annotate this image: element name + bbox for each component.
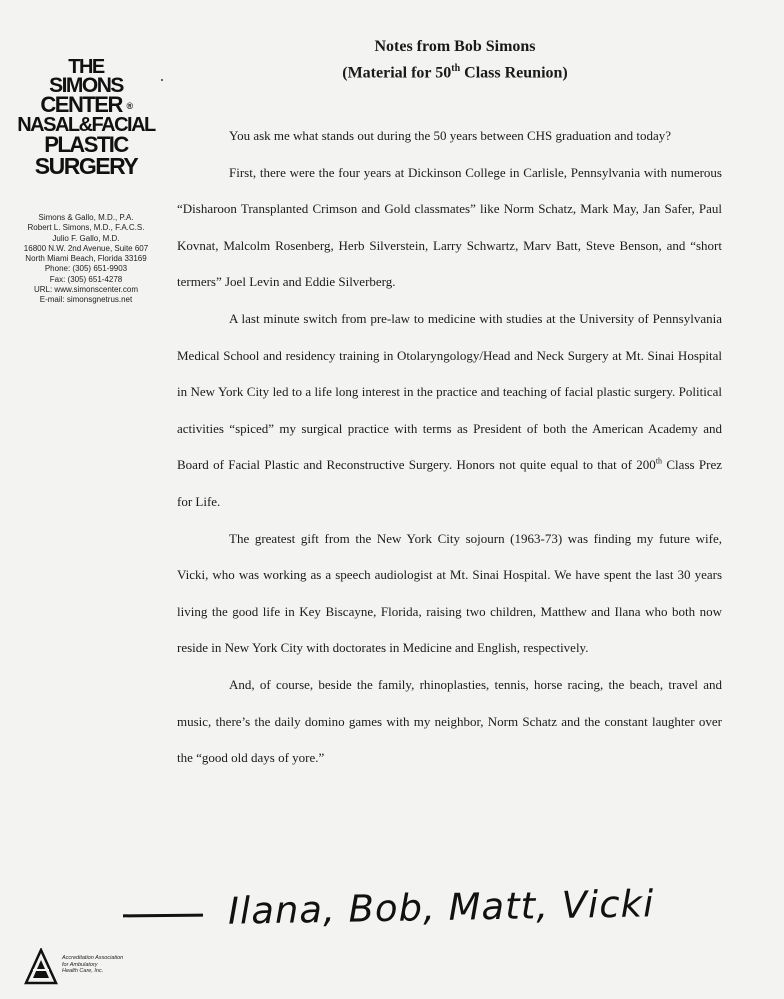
contact-line: 16800 N.W. 2nd Avenue, Suite 607 (23, 243, 149, 253)
contact-line: North Miami Beach, Florida 33169 (25, 254, 147, 264)
contact-info (8, 213, 164, 306)
accreditation-text: Accreditation Association for Ambulatory Health Care, Inc. (62, 955, 124, 974)
handwritten-signature: Ilana, Bob, Matt, Vicki (227, 882, 655, 933)
contact-line: E-mail: simonsgnetrus.net (39, 295, 133, 305)
title-line-2: (Material for 50th Class Reunion) (342, 63, 568, 82)
contact-line: Julio F. Gallo, M.D. (52, 233, 120, 243)
contact-line: Robert L. Simons, M.D., F.A.C.S. (27, 223, 145, 233)
accreditation-triangle-icon (24, 948, 58, 986)
logo-line: NASAL&FACIAL (17, 114, 155, 137)
contact-line: Phone: (305) 651-9903 (44, 264, 128, 274)
signature-dash (123, 914, 203, 918)
speck-mark (161, 79, 163, 81)
logo-line: SURGERY (34, 153, 138, 180)
title-line-1: Notes from Bob Simons (374, 38, 536, 55)
contact-line: Simons & Gallo, M.D., P.A. (38, 213, 134, 222)
document-title (190, 36, 720, 84)
letter-body (177, 118, 722, 777)
logo-line: PLASTIC (44, 132, 128, 158)
paragraph-5: And, of course, beside the family, rhinoplasties, tennis, horse racing, the beach, travel and music, there’s the daily domino games with my neighbor, Norm Schatz and the constant laughter over the “good old days of yore.” (177, 676, 722, 766)
logo-line: CENTER ® (40, 92, 132, 117)
contact-line: URL: www.simonscenter.com (33, 285, 139, 295)
contact-line: Fax: (305) 651-4278 (49, 274, 123, 284)
paragraph-3: A last minute switch from pre-law to medicine with studies at the University of Pennsylvania Medical School and residency training in Otolaryngology/Head and Neck Surgery at Mt. Sinai Hospital in New York City led to a life long interest in the practice and teaching of facial plastic surgery. Political activities “spiced” my surgical practice with terms as President of both the American Academy and Board of Facial Plastic and Reconstructive Surgery. Honors not quite equal to that of 200th Class Prez for Life. (177, 310, 722, 509)
simons-center-logo (10, 56, 162, 180)
paragraph-2: First, there were the four years at Dickinson College in Carlisle, Pennsylvania with numerous “Disharoon Transplanted Crimson and Gold classmates” like Norm Schatz, Mark May, Jan Safer, Paul Kovnat, Malcolm Rosenberg, Herb Silverstein, Larry Schwartz, Marv Batt, Steve Benson, and “short termers” Joel Levin and Eddie Silverberg. (177, 164, 722, 290)
paragraph-1: You ask me what stands out during the 50 years between CHS graduation and today? (229, 128, 672, 143)
paragraph-4: The greatest gift from the New York City sojourn (1963-73) was finding my future wife, Vicki, who was working as a speech audiologist at Mt. Sinai Hospital. We have spent the last 30 years living the good life in Key Biscayne, Florida, raising two children, Matthew and Ilana who both now reside in New York City with doctorates in Medicine and English, respectively. (177, 530, 722, 656)
logo-line: THE (68, 56, 104, 78)
logo-line: SIMONS (49, 74, 123, 97)
